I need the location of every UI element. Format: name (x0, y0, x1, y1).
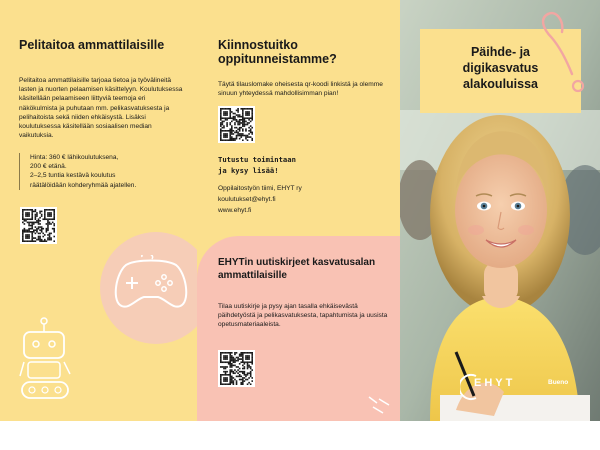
price-line: 200 € etänä. (30, 163, 67, 171)
cover-title-line: alakouluissa (462, 77, 539, 91)
contact-email[interactable]: koulutukset@ehyt.fi (218, 196, 276, 203)
cover-panel (400, 0, 600, 421)
bueno-logo-text: Bueno (548, 379, 569, 386)
lessons-body: Täytä tilauslomake oheisesta qr-koodi linkistä ja olemme sinuun yhteydessä mahdollisimman pian! (218, 81, 383, 98)
qr-code-game-skills[interactable] (20, 207, 57, 244)
decorative-dashes (367, 395, 397, 415)
qr-code-order-form[interactable] (218, 106, 255, 143)
price-line: 2–2,5 tuntia kestävä koulutus (30, 172, 116, 180)
cover-title-line: digikasvatus (462, 61, 539, 75)
game-skills-title: Pelitaitoa ammattilaisille (19, 38, 165, 52)
panel-lessons (197, 0, 400, 421)
contact-info (218, 183, 302, 216)
learn-more-line: ja kysy lisää! (218, 166, 279, 175)
page-margin (0, 421, 600, 450)
contact-team: Oppilaitostyön tiimi, EHYT ry (218, 185, 302, 192)
cover-title-line: Päihde- ja (470, 45, 531, 59)
robot-icon (18, 316, 78, 406)
newsletter-title: EHYTin uutiskirjeet kasvatusalan ammattilaisille (218, 257, 376, 281)
game-skills-body: Pelitaitoa ammattilaisille tarjoaa tietoa ja työvälineitä lasten ja nuorten pelaamisen käsittelyyn. Koulutuksessa käsitellään pelaamiseen liittyviä teemoja eri näkökulmista ja puhutaan mm. pelikasvatuksesta ja pelihaitoista sekä niiden ehkäisystä. Lisäksi koulutuksessa käsitellään sosiaalisen median vaikutuksia. (19, 77, 183, 140)
ehyt-logo-text: EHYT (474, 377, 516, 389)
price-line: räätälöidään kohderyhmää ajatellen. (30, 181, 137, 189)
newsletter-body: Tilaa uutiskirje ja pysy ajan tasalla ehkäisevästä päihdetyöstä ja pelikasvatuksesta, tapahtumista ja uusista opetusmateriaaleista. (218, 303, 388, 329)
lessons-title: Kiinnostuitko oppitunneistamme? (218, 38, 337, 66)
price-line: Hinta: 360 € lähikoulutuksena, (30, 154, 119, 161)
exclamation-icon (538, 8, 592, 94)
panel-game-skills (0, 0, 197, 421)
gamepad-icon (112, 255, 190, 315)
learn-more-line: Tutustu toimintaan (218, 155, 296, 164)
qr-code-newsletter[interactable] (218, 350, 255, 387)
contact-website[interactable]: www.ehyt.fi (218, 207, 252, 214)
learn-more (218, 154, 296, 176)
price-info (19, 153, 169, 190)
